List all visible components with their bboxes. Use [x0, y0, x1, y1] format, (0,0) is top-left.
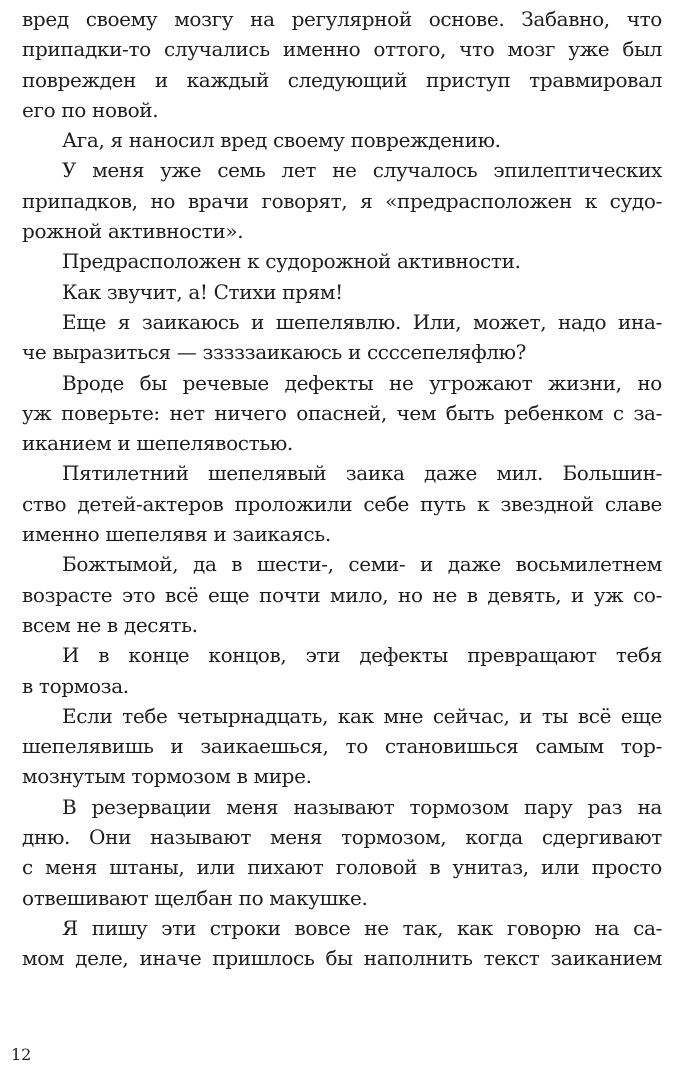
text-line: Если тебе четырнадцать, как мне сейчас, и ты всё еще: [62, 703, 662, 728]
text-line: иканием и шепелявостью.: [22, 431, 293, 456]
page-number: 12: [11, 1045, 32, 1064]
text-line: в тормоза.: [22, 673, 129, 698]
text-line: мознутым тормозом в мире.: [22, 764, 312, 789]
text-line: Предрасположен к судорожной активности.: [62, 249, 521, 274]
text-line: припадков, но врачи говорят, я «предрасположен к судо-: [22, 188, 662, 213]
text-line: припадки-то случались именно оттого, что мозг уже был: [22, 37, 662, 62]
text-line: И в конце концов, эти дефекты превращают тебя: [62, 643, 662, 668]
text-line: его по новой.: [22, 97, 159, 122]
text-line: дню. Они называют меня тормозом, когда сдергивают: [22, 825, 662, 850]
text-line: Еще я заикаюсь и шепелявлю. Или, может, надо ина-: [62, 309, 662, 334]
text-line: Ага, я наносил вред своему повреждению.: [62, 128, 501, 153]
text-line: Божтымой, да в шести-, семи- и даже восьмилетнем: [62, 552, 662, 577]
text-line: поврежден и каждый следующий приступ травмировал: [22, 67, 662, 92]
text-line: Я пишу эти строки вовсе не так, как говорю на са-: [62, 915, 662, 940]
text-line: шепелявишь и заикаешься, то становишься самым тор-: [22, 734, 662, 759]
text-line: ство детей-актеров проложили себе путь к звездной славе: [22, 491, 662, 516]
text-line: вред своему мозгу на регулярной основе. Забавно, что: [22, 7, 662, 31]
text-line: Пятилетний шепелявый заика даже мил. Большин-: [62, 461, 662, 486]
text-line: возрасте это всё еще почти мило, но не в девять, и уж со-: [22, 582, 662, 607]
text-line: Как звучит, а! Стихи прям!: [62, 279, 343, 304]
text-line: уж поверьте: нет ничего опасней, чем быть ребенком с за-: [22, 400, 662, 425]
text-line: с меня штаны, или пихают головой в унитаз, или просто: [22, 855, 662, 880]
body-text: [22, 4, 662, 974]
text-line: У меня уже семь лет не случалось эпилептических: [62, 158, 662, 183]
text-line: рожной активности».: [22, 219, 244, 244]
text-line: Вроде бы речевые дефекты не угрожают жизни, но: [62, 370, 662, 395]
text-line: всем не в десять.: [22, 612, 198, 637]
text-line: мом деле, иначе пришлось бы наполнить текст заиканием: [22, 946, 662, 971]
text-line: В резервации меня называют тормозом пару раз на: [62, 794, 662, 819]
text-line: отвешивают щелбан по макушке.: [22, 885, 368, 910]
text-line: именно шепелявя и заикаясь.: [22, 522, 331, 547]
text-line: че выразиться — зззззаикаюсь и ссссепеляфлю?: [22, 340, 527, 365]
